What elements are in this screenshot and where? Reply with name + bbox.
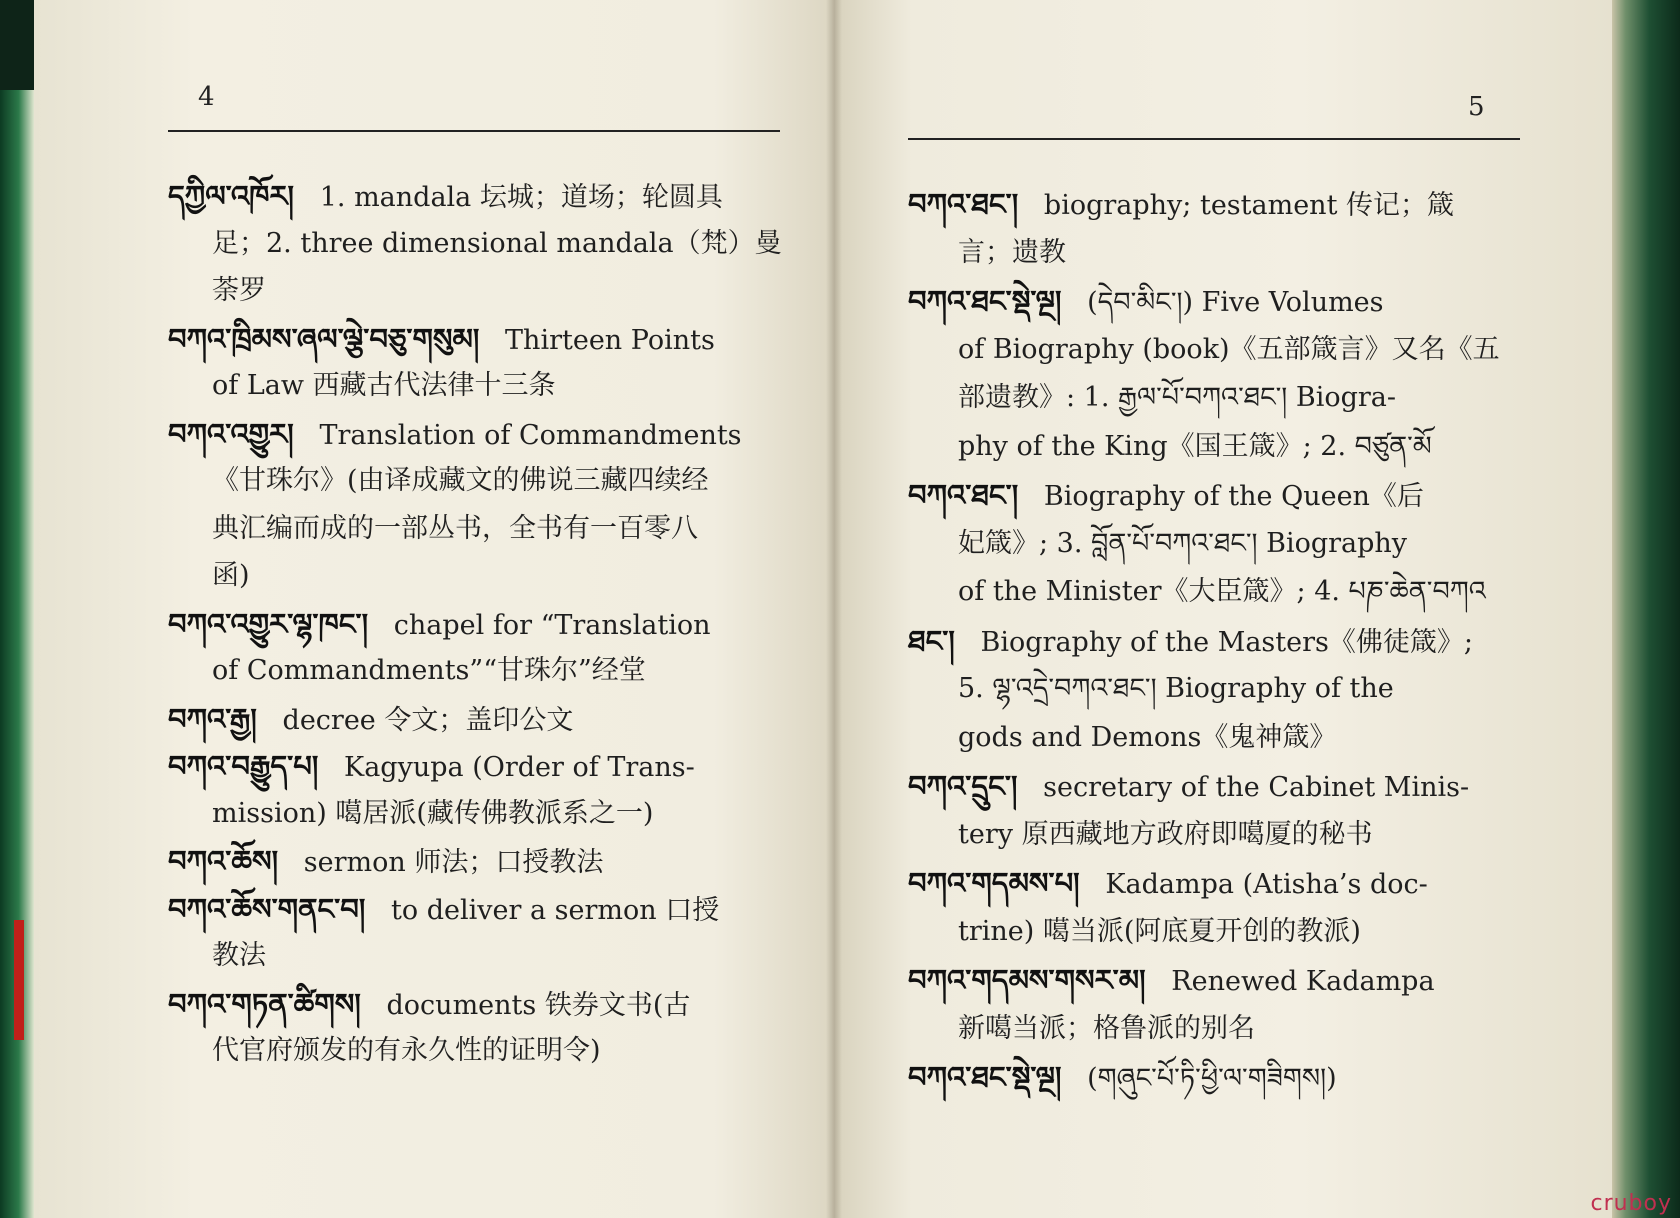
dictionary-entry-line <box>908 1059 1337 1097</box>
dictionary-continuation-line <box>958 574 1486 610</box>
dictionary-entry-line <box>908 477 1424 515</box>
tibetan-headword: བཀའ་འགྱུར་ལྷ་ཁང་། <box>168 606 369 641</box>
tibetan-headword: བཀའ་འགྱུར། <box>168 416 294 451</box>
tibetan-headword: བཀའ་ཐང་། <box>908 187 1019 221</box>
cover-red-mark <box>14 920 24 1040</box>
tibetan-headword: ཐང་། <box>908 623 955 658</box>
tibetan-headword: བཀའ་བརྒྱུད་པ། <box>168 749 319 783</box>
dictionary-entry-line <box>908 623 1473 661</box>
entry-text: to deliver a sermon 口授 <box>391 894 720 926</box>
entry-text: 足；2. three dimensional mandala（梵）曼 <box>212 227 782 259</box>
entry-text: of Law 西藏古代法律十三条 <box>212 370 556 401</box>
right-header-rule <box>908 138 1520 140</box>
tibetan-headword: བཀའ་ཐང་སྡེ་ལྔ། <box>908 284 1062 318</box>
right-page-number: 5 <box>1468 92 1485 122</box>
dictionary-continuation-line <box>212 1033 601 1069</box>
tibetan-headword: བཀའ་ཐང་། <box>908 478 1019 512</box>
dictionary-continuation-line <box>212 226 782 262</box>
dictionary-entry-line <box>168 606 711 644</box>
tibetan-headword: བཀའ་གདམས་གསར་མ། <box>908 963 1146 997</box>
entry-text: mission) 噶居派(藏传佛教派系之一) <box>212 797 654 829</box>
dictionary-continuation-line <box>958 332 1500 368</box>
entry-text: tery 原西藏地方政府即噶厦的秘书 <box>958 818 1373 850</box>
dictionary-entry-line <box>168 986 690 1024</box>
tibetan-headword: བཀའ་ཆོས། <box>168 844 279 878</box>
dictionary-entry-line <box>908 186 1454 224</box>
entry-text: sermon 师法；口授教法 <box>303 847 604 878</box>
dictionary-continuation-line <box>212 368 556 404</box>
entry-text: phy of the King《国王箴》; 2. བཙུན་མོ <box>958 430 1432 462</box>
entry-text: Translation of Commandments <box>319 419 742 451</box>
tibetan-headword: དཀྱིལ་འཁོར། <box>168 179 294 213</box>
entry-text: 5. ལྷ་འདྲེ་བཀའ་ཐང་། Biography of the <box>958 673 1394 704</box>
entry-text: Biography of the Queen《后 <box>1043 481 1424 512</box>
tibetan-headword: བཀའ་ཐང་སྡེ་ལྔ། <box>908 1060 1062 1094</box>
entry-text: Renewed Kadampa <box>1171 966 1435 997</box>
dictionary-entry-line <box>908 865 1428 903</box>
dictionary-continuation-line <box>958 720 1336 756</box>
entry-text: 新噶当派；格鲁派的别名 <box>958 1012 1255 1044</box>
dictionary-continuation-line <box>212 463 709 499</box>
dictionary-continuation-line <box>958 235 1066 271</box>
entry-text: 代官府颁发的有永久性的证明令) <box>212 1035 601 1066</box>
entry-text: 言；遗教 <box>958 236 1066 268</box>
dictionary-continuation-line <box>958 817 1373 853</box>
dictionary-entry-line <box>168 416 742 454</box>
entry-text: secretary of the Cabinet Minis- <box>1043 772 1470 803</box>
entry-text: trine) 噶当派(阿底夏开创的教派) <box>958 915 1361 947</box>
entry-text: 典汇编而成的一部丛书，全书有一百零八 <box>212 512 698 544</box>
dictionary-continuation-line <box>958 526 1407 562</box>
tibetan-headword: བཀའ་ཁྲིམས་ཞལ་ལྕེ་བཅུ་གསུམ། <box>168 321 480 356</box>
dictionary-continuation-line <box>958 914 1361 950</box>
entry-text: Thirteen Points <box>505 324 715 356</box>
dictionary-continuation-line <box>958 1011 1255 1047</box>
dictionary-continuation-line <box>958 429 1432 465</box>
entry-text: gods and Demons《鬼神箴》 <box>958 721 1337 753</box>
tibetan-headword: བཀའ་གཏན་ཚིགས། <box>168 986 361 1021</box>
entry-text: (གཞུང་པོ་ཏི་ཕྱི་ལ་གཟིགས།) <box>1087 1063 1337 1094</box>
entry-text: of the Minister《大臣箴》; 4. པཎ་ཆེན་བཀའ <box>958 576 1486 607</box>
entry-text: Biography of the Masters《佛徒箴》; <box>980 626 1473 658</box>
entry-text: of Commandments”“甘珠尔”经堂 <box>212 655 646 686</box>
book-gutter <box>826 0 842 1218</box>
dictionary-continuation-line <box>212 273 266 309</box>
entry-text: 教法 <box>212 940 266 971</box>
left-header-rule <box>168 130 780 132</box>
dictionary-continuation-line <box>212 558 250 594</box>
entry-text: 函) <box>212 560 250 591</box>
watermark: cruboy <box>1590 1191 1672 1216</box>
entry-text: 1. mandala 坛城；道场；轮圆具 <box>319 182 723 213</box>
dictionary-entry-line <box>168 178 723 216</box>
dictionary-continuation-line <box>958 380 1396 416</box>
tibetan-headword: བཀའ་གདམས་པ། <box>908 866 1080 900</box>
dictionary-entry-line <box>168 891 719 929</box>
entry-text: 《甘珠尔》(由译成藏文的佛说三藏四续经 <box>212 465 709 496</box>
dictionary-continuation-line <box>212 511 698 547</box>
tibetan-headword: བཀའ་ཆོས་གནང་བ། <box>168 891 366 926</box>
dictionary-entry-line <box>908 962 1435 1000</box>
tibetan-headword: བཀའ་རྒྱ། <box>168 701 257 736</box>
entry-text: documents 铁券文书(古 <box>386 989 691 1021</box>
entry-text: (དེབ་མིང་།) Five Volumes <box>1087 287 1384 318</box>
dictionary-entry-line <box>168 843 603 881</box>
cover-edge-right <box>1612 0 1680 1218</box>
dictionary-continuation-line <box>212 653 646 689</box>
entry-text: Kadampa (Atisha’s doc- <box>1105 869 1428 900</box>
entry-text: 部遗教》: 1. རྒྱལ་པོ་བཀའ་ཐང་། Biogra- <box>958 382 1397 413</box>
dictionary-continuation-line <box>212 796 653 832</box>
dictionary-entry-line <box>908 283 1384 321</box>
entry-text: of Biography (book)《五部箴言》又名《五 <box>958 333 1500 365</box>
dictionary-entry-line <box>168 701 573 739</box>
dictionary-continuation-line <box>958 671 1394 707</box>
entry-text: 荼罗 <box>212 275 266 306</box>
dictionary-entry-line <box>168 321 715 359</box>
dictionary-entry-line <box>168 748 695 786</box>
entry-text: 妃箴》; 3. བློན་པོ་བཀའ་ཐང་། Biography <box>958 527 1408 559</box>
dictionary-continuation-line <box>212 938 266 974</box>
entry-text: decree 令文；盖印公文 <box>282 704 574 736</box>
entry-text: biography; testament 传记；箴 <box>1043 190 1455 221</box>
dictionary-entry-line <box>908 768 1469 806</box>
tibetan-headword: བཀའ་དྲུང་། <box>908 769 1018 803</box>
entry-text: Kagyupa (Order of Trans- <box>344 752 695 783</box>
left-page-number: 4 <box>198 82 215 112</box>
cover-edge-left <box>0 90 34 1218</box>
entry-text: chapel for “Translation <box>393 609 711 641</box>
